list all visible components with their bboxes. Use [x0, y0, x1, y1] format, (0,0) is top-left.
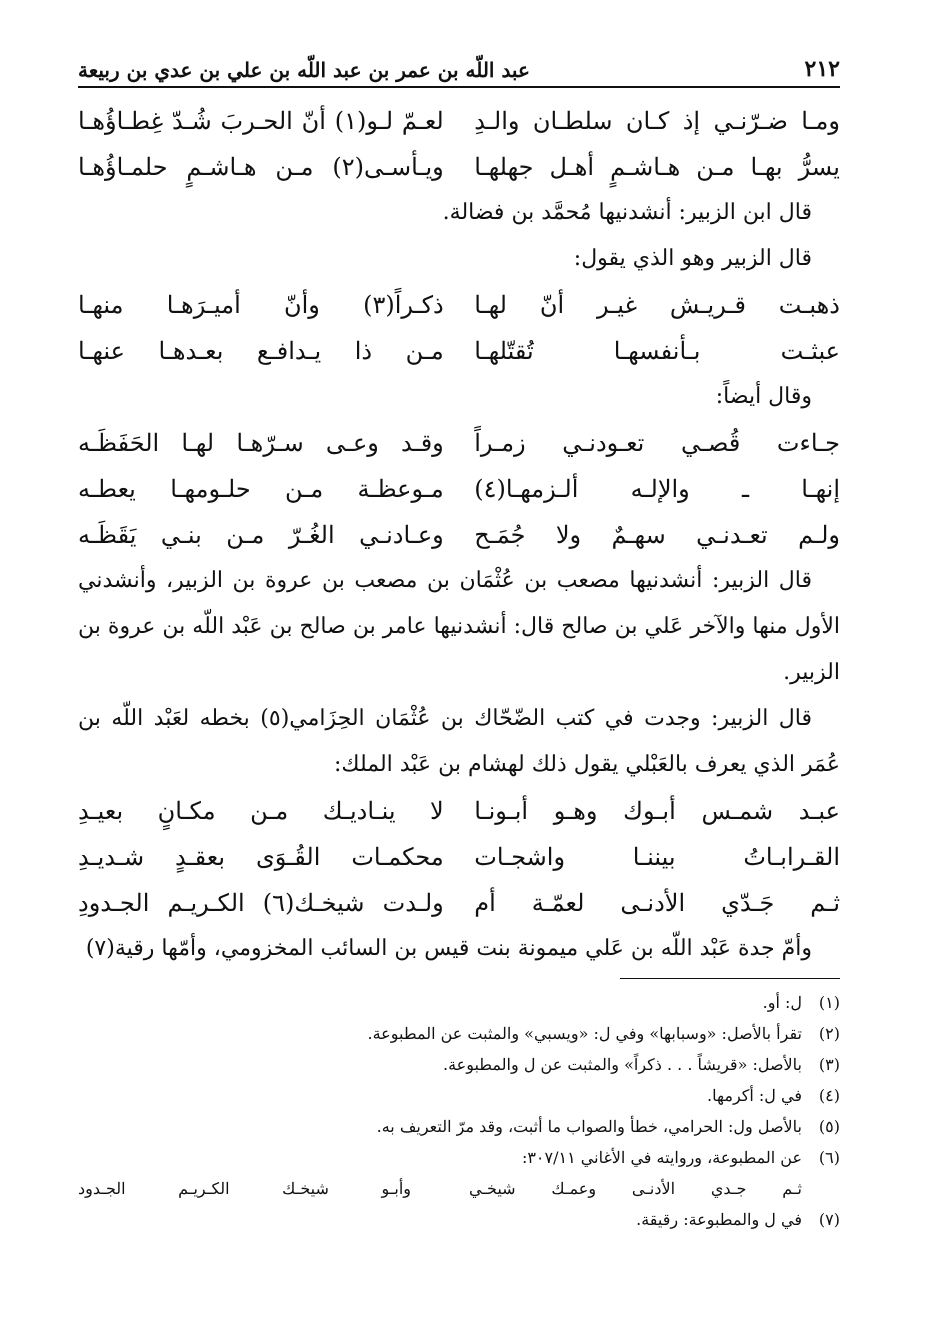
poem-3: [78, 420, 840, 558]
paragraph: قال ابن الزبير: أنشدنيها مُحمَّد بن فضالة.: [442, 200, 812, 225]
verse-line: ومـا ضـرّنـي إذ كـان سلطـان والـدِ لعـمّ لـو(١) أنّ الحـربَ شُـدّ غِطـاؤُهـا: [78, 107, 840, 135]
poem-2: [78, 282, 840, 374]
running-title: عبد اللّه بن عمر بن عبد اللّه بن علي بن عدي بن ربيعة: [78, 58, 530, 82]
verse-line: عبثـت بـأنفسهـا تُقتّلهـا مـن ذا يـدافـع بعـدهـا عنهـا: [78, 337, 840, 365]
footnote: (٧) في ل والمطبوعة: رقيقة.: [636, 1210, 840, 1229]
verse-line: يسرُّ بهـا مـن هـاشـمٍ أهـل جهلهـا ويـأسـى(٢) مـن هـاشـمٍ حلمـاؤُهـا: [78, 153, 840, 181]
verse-line: عبـد شمـس أبـوك وهـو أبـونـا لا ينـاديـك مـن مكـانٍ بعيـدِ: [78, 797, 840, 825]
verse-line: إنهـا ـ والإلـه ألـزمهـا(٤) مـوعظـة مـن حلـومهـا يعطـه: [78, 475, 840, 503]
footnote: (٣) بالأصل: «قريشاً . . . ذكراً» والمثبت عن ل والمطبوعة.: [443, 1055, 840, 1074]
verse-line: ولـم تعـدنـي سهـمٌ ولا جُمَـح وعـادنـي الغُـرّ مـن بنـي يَقَظَـه: [78, 521, 840, 549]
paragraph: وقال أيضاً:: [715, 384, 812, 409]
poem-1: [78, 98, 840, 190]
verse-line: ثـم جَـدّي الأدنـى لعمّـة أم ولـدت شيخـك(٦) الكـريـم الجـدودِ: [78, 889, 840, 917]
poem-4: [78, 788, 840, 926]
verse-line: ذهبـت قـريـش غيـر أنّ لهـا ذكـراً(٣) وأنّ أميـرَهـا منهـا: [78, 291, 840, 319]
footnote: (٦) عن المطبوعة، وروايته في الأغاني ٣٠٧/١١:: [521, 1148, 840, 1167]
page: [78, 48, 840, 1235]
paragraph: قال الزبير: وجدت في كتب الضّحّاك بن عُثْمَان الحِزَامي(٥) بخطه لعَبْد اللّه بن عُمَر الذي يعرف بالعَبْلي يقول ذلك لهشام بن عَبْد الملك:: [78, 706, 840, 777]
running-header: [78, 48, 840, 88]
footnote-separator: [620, 978, 840, 979]
paragraph: وأمّ جدة عَبْد اللّه بن عَلي ميمونة بنت قيس بن السائب المخزومي، وأمّها رقية(٧): [85, 936, 812, 961]
footnote: (٢) تقرأ بالأصل: «وسبابها» وفي ل: «ويسبي» والمثبت عن المطبوعة.: [367, 1024, 840, 1043]
paragraph: قال الزبير: أنشدنيها مصعب بن عُثْمَان بن مصعب بن عروة بن الزبير، وأنشدني الأول منها والآخر عَلي بن صالح قال: أنشدنيها عامر بن صالح بن عَبْد اللّه بن عروة بن الزبير.: [78, 568, 840, 685]
footnote: (١) ل: أو.: [762, 993, 840, 1012]
footnotes: [78, 987, 840, 1235]
footnote-verse: ثـم جـدي الأدنـى وعمـك شيخـي وأبـو شيخـك الكـريـم الجـدود: [78, 1179, 802, 1198]
footnote: (٥) بالأصل ول: الحرامي، خطأ والصواب ما أثبت، وقد مرّ التعريف به.: [376, 1117, 840, 1136]
footnote: (٤) في ل: أكرمها.: [707, 1086, 840, 1105]
paragraph: قال الزبير وهو الذي يقول:: [573, 246, 812, 271]
page-number: ٢١٢: [804, 56, 840, 82]
verse-line: القـرابـاتُ بيننـا واشجـات محكمـات القُـوَى بعقـدٍ شـديـدِ: [78, 843, 840, 871]
verse-line: جـاءت قُصـي تعـودنـي زمـراً وقـد وعـى سـرّهـا لهـا الحَفَظَـه: [78, 429, 840, 457]
